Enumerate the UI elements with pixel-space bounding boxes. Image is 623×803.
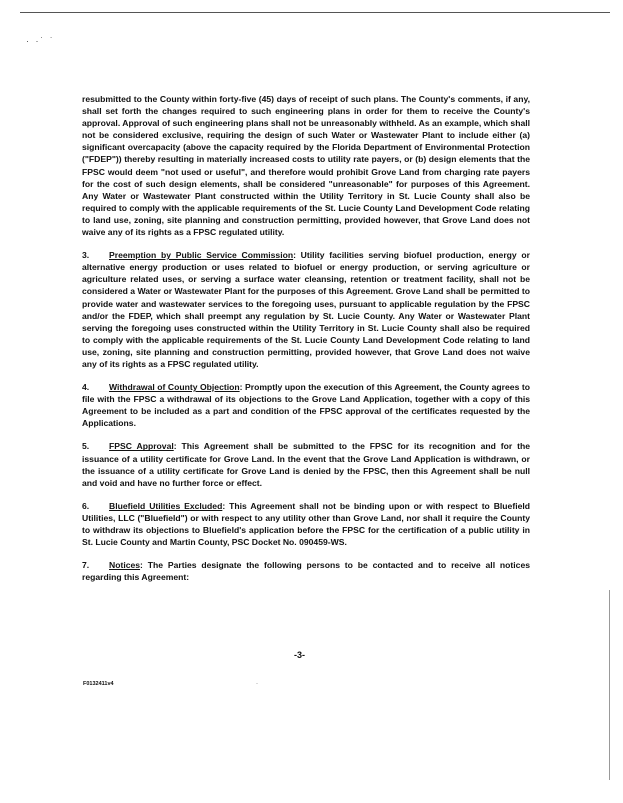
scan-specks: · ·˙ ˙: [26, 36, 55, 46]
paragraph-heading: Bluefield Utilities Excluded: [109, 500, 223, 511]
paragraph-continued: [82, 93, 530, 238]
paragraph-heading: FPSC Approval: [109, 441, 174, 452]
paragraph-heading: Preemption by Public Service Commission: [109, 250, 294, 261]
paragraph-heading: Notices: [109, 560, 141, 571]
paragraph-7: [82, 559, 530, 583]
paragraph-heading: Withdrawal of County Objection: [109, 382, 240, 393]
paragraph-text: : The Parties designate the following persons to be contacted and to receive all notices regarding this Agreement:: [82, 560, 530, 583]
top-rule: [20, 12, 610, 13]
scan-speck: ·: [256, 681, 258, 687]
page-number: -3-: [294, 650, 305, 660]
document-body: [82, 93, 530, 594]
paragraph-text: resubmitted to the County within forty-five (45) days of receipt of such plans. The County's comments, if any, shall set forth the changes required to such engineering plans in order for them to receive the County's approval. Approval of such engineering plans shall not be unreasonably withheld. As an example, which shall not be considered exclusive, requiring the design of such Water or Wastewater Plant to include either (a) significant overcapacity (above the capacity required by the Florida Department of Environmental Protection ("FDEP")) thereby resulting in materially increased costs to utility rate payers, or (b) design elements that the FPSC would deem "not used or useful", and therefore would prohibit Grove Land from charging rate payers for the cost of such design elements, shall be considered "unreasonable" for purposes of this Agreement. Any Water or Wastewater Plant constructed within the Utility Territory in St. Lucie County shall also be required to comply with the applicable requirements of the St. Lucie County Land Development Code relating to land use, zoning, site planning and construction permitting, provided however, that Grove Land does not waive any of its rights as a FPSC regulated utility.: [82, 94, 530, 238]
paragraph-6: [82, 500, 530, 548]
paragraph-number: 4.: [82, 382, 90, 393]
paragraph-number: 5.: [82, 441, 90, 452]
paragraph-5: [82, 440, 530, 488]
paragraph-number: 3.: [82, 250, 90, 261]
document-id: F0132411v4: [83, 681, 114, 687]
paragraph-number: 7.: [82, 560, 90, 571]
paragraph-text: : Promptly upon the execution of this Agreement, the County agrees to file with the FPSC a withdrawal of its objections to the Grove Land Application, together with a copy of this Agreement to be included as a part and condition of the FPSC approval of the certificates requested by the Applications.: [82, 382, 530, 429]
scan-edge-line: [609, 590, 610, 780]
paragraph-text: : Utility facilities serving biofuel production, energy or alternative energy production or uses related to biofuel or energy production, or serving agriculture or agriculture related uses, or serving a surface water cleansing, retention or treatment facility, shall not be considered a Water or Wastewater Plant for the purposes of this Agreement. Grove Land shall be permitted to provide water and wastewater services to the foregoing uses, pursuant to applicable regulation by the FPSC and/or the FDEP, which shall preempt any regulation by St. Lucie County. Any Water or Wastewater Plant serving the foregoing uses constructed within the Utility Territory in St. Lucie County shall also be required to comply with the applicable requirements of the St. Lucie County Land Development Code relating to land use, zoning, site planning and construction permitting, provided however, that Grove Land does not waive any of its rights as a FPSC regulated utility.: [82, 250, 531, 369]
paragraph-text: : This Agreement shall be submitted to the FPSC for its recognition and for the issuance of a utility certificate for Grove Land. In the event that the Grove Land Application is withdrawn, or the issuance of a utility certificate for Grove Land is denied by the FPSC, then this Agreement shall be null and void and have no further force or effect.: [82, 441, 530, 488]
paragraph-number: 6.: [82, 500, 90, 511]
paragraph-4: [82, 381, 530, 429]
paragraph-3: [82, 249, 530, 370]
paragraph-text: : This Agreement shall not be binding upon or with respect to Bluefield Utilities, LLC ("Bluefield") or with respect to any utility other than Grove Land, nor shall it require the County to withdraw its objections to Bluefield's application before the FPSC for the certification of a public utility in St. Lucie County and Martin County, PSC Docket No. 090459-WS.: [82, 500, 530, 548]
